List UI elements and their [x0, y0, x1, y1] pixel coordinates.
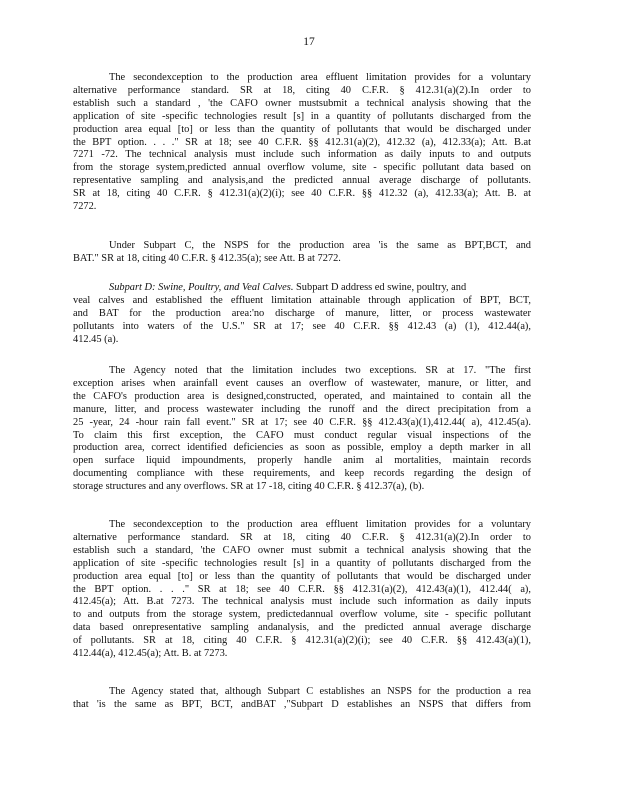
- text-line: 7271 -72. The technical analysis must include such information as daily inputs to and outputs: [73, 149, 531, 161]
- text-line: the CAFO's production area is designed,constructed, operated, and maintained to contain all the: [73, 390, 531, 402]
- text-line: To claim this first exception, the CAFO must conduct regular visual inspections of the: [73, 429, 531, 441]
- text-line: establish such a standard, 'the CAFO owner must submit a technical analysis showing that the: [73, 544, 531, 556]
- page-number: 17: [303, 36, 315, 48]
- text-line: [73, 282, 531, 295]
- text-line: application of site -specific technologies result [s] in a quantity of pollutants discharged from the: [73, 110, 531, 122]
- paragraph-5: [73, 519, 531, 661]
- text-line: Under Subpart C, the NSPS for the production area 'is the same as BPT,BCT, and: [109, 240, 531, 251]
- text-line: exception arises when arainfall event causes an overflow of wastewater, manure, or litter, and: [73, 377, 531, 389]
- text-line: the BPT option. . . ." SR at 18; see 40 C.F.R. §§ 412.31(a)(2), 412.43(a)(1), 412.44( a),: [73, 583, 531, 595]
- text-line: The Agency stated that, although Subpart C establishes an NSPS for the production a rea: [109, 686, 531, 697]
- text-line: 412.45 (a).: [73, 333, 119, 345]
- text-line: storage structures and any overflows. SR at 17 -18, citing 40 C.F.R. § 412.37(a), (b).: [73, 481, 425, 493]
- text-line: application of site -specific technologies result [s] in a quantity of pollutants discharged from the: [73, 557, 531, 569]
- text-line: 412.45(a); Att. B.at 7273. The technical analysis must include such information as daily inputs: [73, 596, 531, 608]
- text-fragment: Subpart D address ed swine, poultry, and: [293, 282, 467, 293]
- paragraph-2: [73, 240, 531, 266]
- paragraph-3: [73, 282, 531, 347]
- paragraph-4: [73, 365, 531, 494]
- text-line: alternative performance standard. SR at 18, citing 40 C.F.R. § 412.31(a)(2).In order to: [73, 84, 531, 96]
- section-subheading: Subpart D: Swine, Poultry, and Veal Calves.: [109, 282, 294, 293]
- text-line: The secondexception to the production area effluent limitation provides for a voluntary: [109, 72, 531, 83]
- text-line: alternative performance standard. SR at 18, citing 40 C.F.R. § 412.31(a)(2).In order to: [73, 531, 531, 543]
- text-line: to and outputs from the storage system, predictedannual overflow volume, site - specific pollutant: [73, 609, 531, 621]
- paragraph-1: [73, 72, 531, 214]
- text-line: representative sampling and analysis,and the predicted annual average discharge of pollutants.: [73, 175, 531, 187]
- text-line: The secondexception to the production area effluent limitation provides for a voluntary: [109, 519, 531, 530]
- text-line: SR at 18, citing 40 C.F.R. § 412.31(a)(2)(i); see 40 C.F.R. §§ 412.32 (a), 412.33(a); Att. B. at: [73, 188, 531, 200]
- text-line: veal calves and established the effluent limitation attainable through application of BPT, BCT,: [73, 294, 531, 306]
- text-line: The Agency noted that the limitation includes two exceptions. SR at 17. "The first: [109, 365, 531, 376]
- text-line: of pollutants. SR at 18, citing 40 C.F.R. § 412.31(a)(2)(i); see 40 C.F.R. §§ 412.43(a)(1),: [73, 635, 531, 647]
- text-line: 412.44(a), 412.45(a); Att. B. at 7273.: [73, 648, 228, 660]
- text-line: open surface liquid impoundments, properly handle anim al mortalities, maintain records: [73, 455, 531, 467]
- text-line: production area equal [to] or less than the quantity of pollutants that would be discharged under: [73, 570, 531, 582]
- text-line: manure, litter, and process wastewater including the runoff and the direct precipitation from a: [73, 403, 531, 415]
- text-line: pollutants into waters of the U.S." SR at 17; see 40 C.F.R. §§ 412.43 (a) (1), 412.44(a),: [73, 320, 531, 332]
- text-line: production area, correct identified deficiencies as soon as possible, employ a depth marker in all: [73, 442, 531, 454]
- text-line: establish such a standard , 'the CAFO owner mustsubmit a technical analysis showing that the: [73, 97, 531, 109]
- text-line: production area equal [to] or less than the quantity of pollutants that would be discharged under: [73, 123, 531, 135]
- text-line: and BAT for the production area:'no discharge of manure, litter, or process wastewater: [73, 307, 531, 319]
- text-line: the BPT option. . . ." SR at 18; see 40 C.F.R. §§ 412.31(a)(2), 412.32 (a), 412.33(a); Att. B.at: [73, 136, 531, 148]
- text-line: 25 -year, 24 -hour rain fall event." SR at 17; see 40 C.F.R. §§ 412.43(a)(1),412.44( a), 412.45(a).: [73, 416, 531, 428]
- text-line: that 'is the same as BPT, BCT, andBAT ,"Subpart D establishes an NSPS that differs from: [73, 698, 531, 710]
- text-line: documenting compliance with these requirements, and keep records regarding the design of: [73, 468, 531, 480]
- text-line: from the storage system,predicted annual overflow volume, site - specific pollutant data based on: [73, 162, 531, 174]
- text-line: data based onrepresentative sampling andanalysis, and the predicted annual average discharge: [73, 622, 531, 634]
- paragraph-6: [73, 686, 531, 712]
- text-line: BAT." SR at 18, citing 40 C.F.R. § 412.35(a); see Att. B at 7272.: [73, 252, 341, 264]
- text-line: 7272.: [73, 201, 97, 213]
